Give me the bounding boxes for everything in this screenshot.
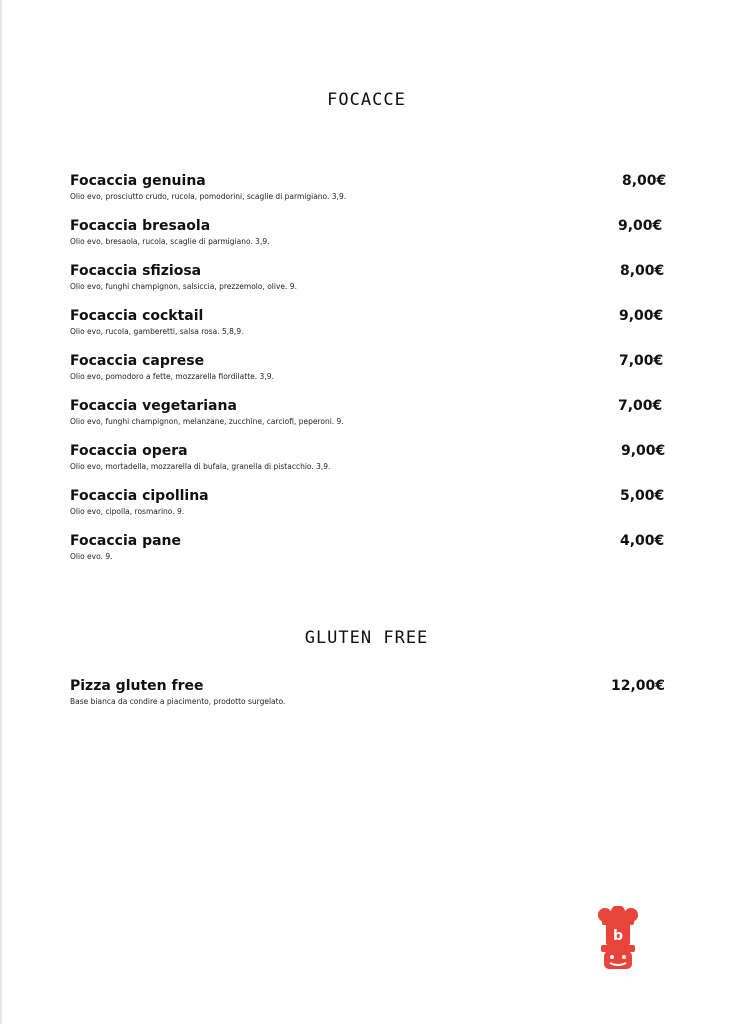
item-description: Olio evo, rucola, gamberetti, salsa rosa. 5,8,9. bbox=[70, 327, 244, 336]
menu-item-focaccia-sfiziosa bbox=[70, 263, 670, 299]
item-name: Pizza gluten free bbox=[70, 678, 204, 694]
item-price: 7,00€ bbox=[618, 398, 663, 414]
menu-item-focaccia-caprese bbox=[70, 353, 670, 389]
item-price: 5,00€ bbox=[620, 488, 665, 504]
menu-item-focaccia-pane bbox=[70, 533, 670, 569]
item-price: 9,00€ bbox=[621, 443, 666, 459]
item-name: Focaccia bresaola bbox=[70, 218, 211, 234]
menu-item-pizza-gluten-free bbox=[70, 678, 670, 714]
item-name: Focaccia sfiziosa bbox=[70, 263, 202, 279]
item-name: Focaccia opera bbox=[70, 443, 188, 459]
item-price: 9,00€ bbox=[618, 218, 663, 234]
item-price: 9,00€ bbox=[619, 308, 664, 324]
item-description: Base bianca da condire a piacimento, prodotto surgelato. bbox=[70, 697, 286, 706]
menu-item-focaccia-bresaola bbox=[70, 218, 670, 254]
item-description: Olio evo, cipolla, rosmarino. 9. bbox=[70, 507, 185, 516]
menu-item-focaccia-cocktail bbox=[70, 308, 670, 344]
item-description: Olio evo, mortadella, mozzarella di bufala, granella di pistacchio. 3,9. bbox=[70, 462, 331, 471]
item-description: Olio evo, prosciutto crudo, rucola, pomodorini, scaglie di parmigiano. 3,9. bbox=[70, 192, 347, 201]
section-title-gluten-free: GLUTEN FREE bbox=[304, 628, 429, 648]
menu-item-focaccia-genuina bbox=[70, 173, 670, 209]
item-description: Olio evo. 9. bbox=[70, 552, 113, 561]
menu-item-focaccia-opera bbox=[70, 443, 670, 479]
item-name: Focaccia genuina bbox=[70, 173, 206, 189]
menu-item-focaccia-vegetariana bbox=[70, 398, 670, 434]
item-price: 12,00€ bbox=[611, 678, 666, 694]
page-edge bbox=[0, 0, 2, 1024]
item-price: 8,00€ bbox=[622, 173, 667, 189]
menu-item-focaccia-cipollina bbox=[70, 488, 670, 524]
item-price: 8,00€ bbox=[620, 263, 665, 279]
section-title-focacce: FOCACCE bbox=[327, 90, 406, 110]
item-name: Focaccia vegetariana bbox=[70, 398, 237, 414]
chef-logo-icon bbox=[597, 906, 639, 970]
item-price: 4,00€ bbox=[620, 533, 665, 549]
item-name: Focaccia cipollina bbox=[70, 488, 209, 504]
item-description: Olio evo, funghi champignon, melanzane, zucchine, carciofi, peperoni. 9. bbox=[70, 417, 344, 426]
item-description: Olio evo, funghi champignon, salsiccia, prezzemolo, olive. 9. bbox=[70, 282, 297, 291]
item-name: Focaccia pane bbox=[70, 533, 182, 549]
logo-letter: b bbox=[612, 928, 624, 944]
item-name: Focaccia caprese bbox=[70, 353, 205, 369]
item-price: 7,00€ bbox=[619, 353, 664, 369]
item-description: Olio evo, pomodoro a fette, mozzarella fiordilatte. 3,9. bbox=[70, 372, 274, 381]
item-description: Olio evo, bresaola, rucola, scaglie di parmigiano. 3,9. bbox=[70, 237, 270, 246]
item-name: Focaccia cocktail bbox=[70, 308, 204, 324]
